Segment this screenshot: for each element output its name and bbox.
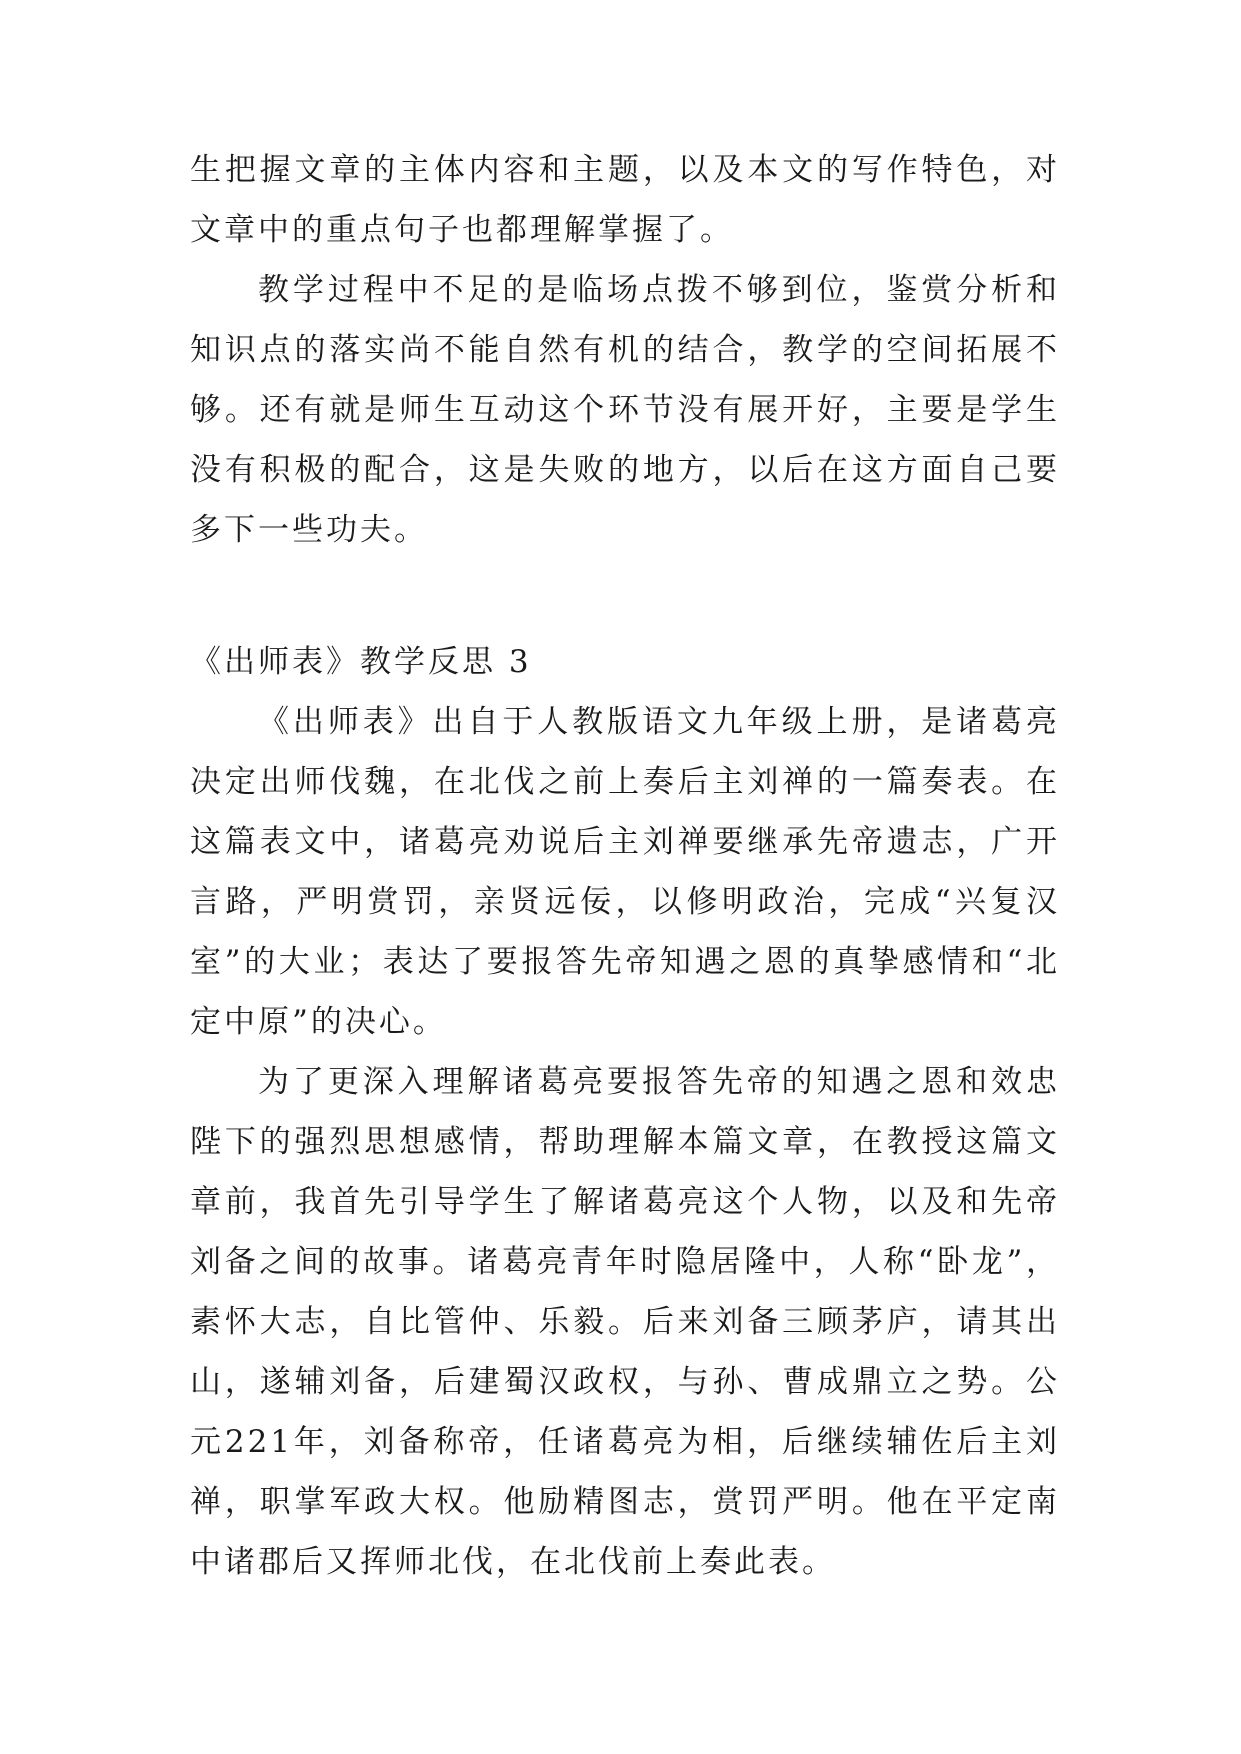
- continued-paragraph: 生把握文章的主体内容和主题，以及本文的写作特色，对文章中的重点句子也都理解掌握了。: [190, 152, 1060, 248]
- section-heading: 《出师表》教学反思 3: [190, 644, 532, 680]
- reflection-paragraph: 教学过程中不足的是临场点拨不够到位，鉴赏分析和知识点的落实尚不能自然有机的结合，教学的空间拓展不够。还有就是师生互动这个环节没有展开好，主要是学生没有积极的配合，这是失败的地方，以后在这方面自己要多下一些功夫。: [190, 272, 1060, 548]
- section-paragraph-background: 为了更深入理解诸葛亮要报答先帝的知遇之恩和效忠陛下的强烈思想感情，帮助理解本篇文章，在教授这篇文章前，我首先引导学生了解诸葛亮这个人物，以及和先帝刘备之间的故事。诸葛亮青年时隐居隆中，人称“卧龙”，素怀大志，自比管仲、乐毅。后来刘备三顾茅庐，请其出山，遂辅刘备，后建蜀汉政权，与孙、曹成鼎立之势。公元221年，刘备称帝，任诸葛亮为相，后继续辅佐后主刘禅，职掌军政大权。他励精图志，赏罚严明。他在平定南中诸郡后又挥师北伐，在北伐前上奏此表。: [190, 1064, 1060, 1580]
- document-body: [190, 140, 1060, 1592]
- section-paragraph-intro: 《出师表》出自于人教版语文九年级上册，是诸葛亮决定出师伐魏，在北伐之前上奏后主刘禅的一篇奏表。在这篇表文中，诸葛亮劝说后主刘禅要继承先帝遗志，广开言路，严明赏罚，亲贤远佞，以修明政治，完成“兴复汉室”的大业；表达了要报答先帝知遇之恩的真挚感情和“北定中原”的决心。: [190, 704, 1060, 1040]
